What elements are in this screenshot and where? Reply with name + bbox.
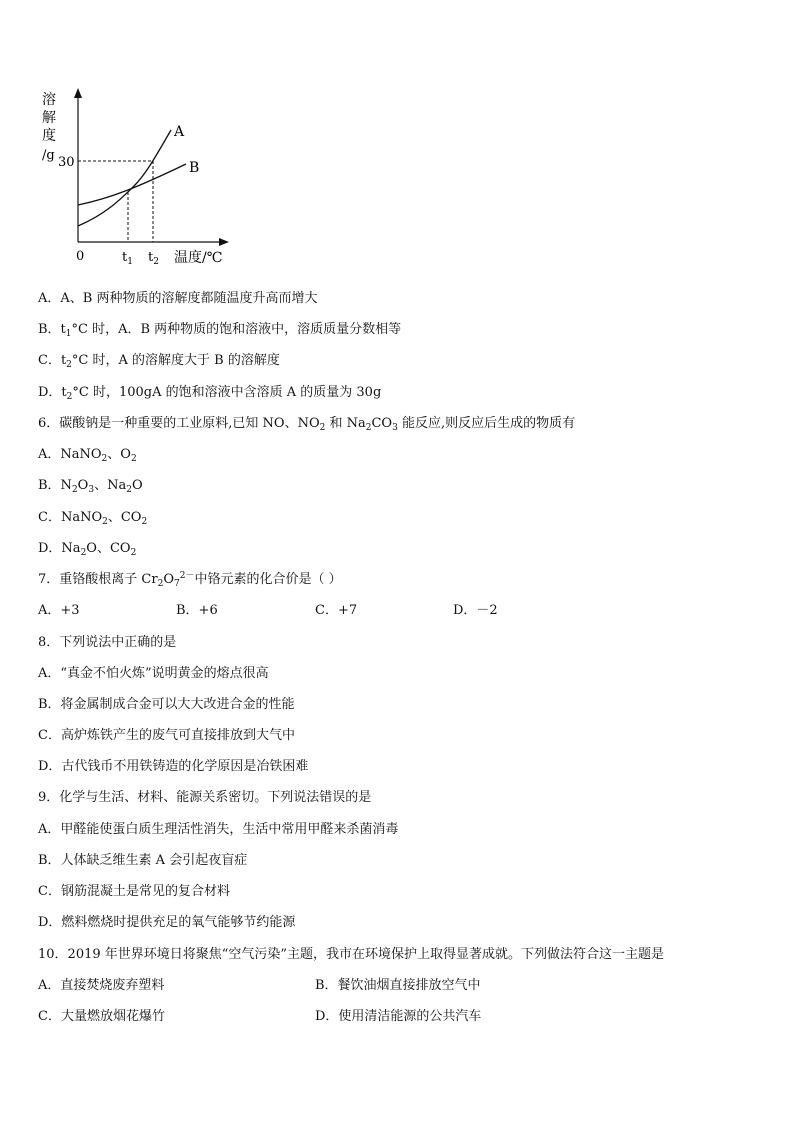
q6-option-b-part-3: 、Na [94,478,127,493]
y-axis-label-char-2: 解 [42,110,56,126]
q6-option-a-part-2: 、O [107,447,131,462]
q6-option-d-sub-1: 2 [80,548,87,558]
q7-option-c: C．+7 [315,603,358,618]
q6-option-d-sub-2: 2 [130,548,137,558]
q5-option-c-sub: 2 [66,360,72,370]
q6-stem-part-2: 和 Na [325,416,366,431]
y-axis-label-unit: /g [42,148,55,163]
q7-stem-sub-2: 7 [173,579,180,589]
q6-option-b-sub-1: 2 [71,485,78,495]
q6-stem-sub-3: 3 [392,423,398,433]
q5-option-b-prefix: B．t [38,322,66,337]
q6-stem-sub-2: 2 [365,423,372,433]
q6-option-a-sub-1: 2 [101,454,108,464]
q10-option-b: B．餐饮油烟直接排放空气中 [315,978,481,993]
q6-option-b-part-1: B．N [38,478,72,493]
q6-option-d [38,540,136,558]
q8-option-c: C．高炉炼铁产生的废气可直接排放到大气中 [38,728,295,743]
q5-option-a: A．A、B 两种物质的溶解度都随温度升高而增大 [38,291,318,306]
solubility-curve-figure [36,84,241,274]
q7-option-d: D．－2 [453,603,498,618]
q6-option-b [38,477,143,495]
q6-option-a-sub-2: 2 [130,454,137,464]
q6-option-a-part-1: A．NaNO [38,447,102,462]
y-axis-arrow [74,88,82,98]
q6-option-b-sub-3: 2 [126,485,132,495]
q7-stem-part-3: 中铬元素的化合价是（ ） [194,572,342,587]
q9-option-b: B．人体缺乏维生素 A 会引起夜盲症 [38,853,248,868]
q7-option-a: A．+3 [38,603,80,618]
q6-option-b-part-2: O [77,478,89,493]
q6-option-d-part-1: D．Na [38,541,81,556]
q5-option-d-sub: 2 [66,392,73,402]
q6-option-b-sub-2: 3 [88,485,95,495]
q9-option-c: C．钢筋混凝土是常见的复合材料 [38,884,230,899]
q6-stem-part-3: CO [371,416,393,431]
q9-option-d: D．燃料燃烧时提供充足的氧气能够节约能源 [38,915,296,930]
q5-option-b-text: °C 时，A．B 两种物质的饱和溶液中，溶质质量分数相等 [71,322,402,337]
q6-option-c-sub-2: 2 [141,517,148,527]
q8-option-b: B．将金属制成合金可以大大改进合金的性能 [38,697,295,712]
q6-option-c [38,509,147,527]
origin-label: 0 [76,249,85,264]
solubility-graph [36,84,241,274]
curve-a-label: A [174,124,185,140]
y-axis-label-char-3: 度 [42,128,56,144]
q8-option-a: A．“真金不怕火炼”说明黄金的熔点很高 [38,666,269,681]
q9-stem: 9．化学与生活、材料、能源关系密切。下列说法错误的是 [38,790,372,805]
q10-stem: 10．2019 年世界环境日将聚焦“空气污染”主题，我市在环境保护上取得显著成就。下列做法符合这一主题是 [38,947,665,962]
q5-option-c-text: °C 时，A 的溶解度大于 B 的溶解度 [71,353,280,368]
q6-stem-sub-1: 2 [319,423,326,433]
q6-option-b-part-4: O [131,478,143,493]
curve-b [78,164,186,205]
q9-option-a: A．甲醛能使蛋白质生理活性消失，生活中常用甲醛来杀菌消毒 [38,822,399,837]
q8-stem: 8．下列说法中正确的是 [38,635,177,650]
q6-option-c-sub-1: 2 [102,517,108,527]
q6-stem-part-1: 6．碳酸钠是一种重要的工业原料,已知 NO、NO [38,416,320,431]
q7-stem [38,571,342,589]
q5-option-d [38,384,381,402]
q7-stem-charge: 2－ [179,571,195,581]
q6-option-d-part-2: O、CO [86,541,131,556]
q5-option-d-text: °C 时，100gA 的饱和溶液中含溶质 A 的质量为 30g [72,385,382,400]
q10-option-a: A．直接焚烧废弃塑料 [38,978,165,993]
q7-stem-part-1: 7．重铬酸根离子 Cr [38,572,158,587]
q7-stem-part-2: O [163,572,174,587]
q6-option-c-part-2: 、CO [107,510,142,525]
q5-option-d-prefix: D．t [38,385,67,400]
q5-option-b [38,321,401,339]
x-tick-t1: $t_1$ [122,250,133,267]
q5-option-b-sub: 1 [65,329,72,339]
curve-b-label: B [189,160,200,176]
q6-option-c-part-1: C．NaNO [38,510,103,525]
y-tick-30: 30 [58,155,75,170]
x-tick-t2: $t_2$ [148,250,159,267]
q6-stem [38,415,575,433]
x-axis-label: 温度/℃ [174,250,223,266]
q5-option-c [38,352,280,370]
y-axis-label-char-1: 溶 [42,92,56,108]
q6-option-a [38,446,137,464]
q10-option-c: C．大量燃放烟花爆竹 [38,1009,165,1024]
q7-stem-sub-1: 2 [157,579,164,589]
q7-option-b: B．+6 [176,603,218,618]
q8-option-d: D．古代钱币不用铁铸造的化学原因是冶铁困难 [38,759,309,774]
x-axis-arrow [219,238,229,246]
q5-option-c-prefix: C．t [38,353,67,368]
q6-stem-part-4: 能反应,则反应后生成的物质有 [397,416,576,431]
q10-option-d: D．使用清洁能源的公共汽车 [315,1009,482,1024]
